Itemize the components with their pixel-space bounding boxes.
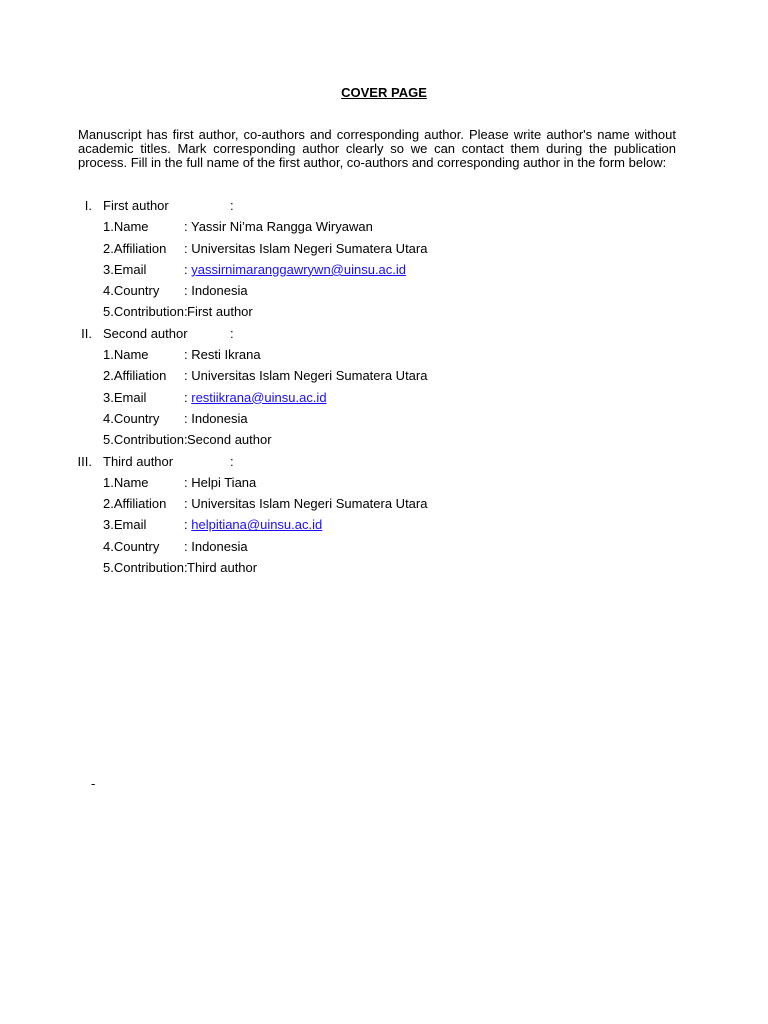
author-field-contribution [0,561,768,582]
field-label: 4.Country [103,538,160,554]
author-field-name [0,476,768,497]
field-value: : Universitas Islam Negeri Sumatera Utara [184,368,428,384]
field-value: : Indonesia [184,538,248,554]
field-value: : Universitas Islam Negeri Sumatera Utara [184,240,428,256]
field-label: 5.Contribution: [103,304,188,320]
section-numeral: I. [84,198,92,213]
field-label: 3.Email [103,261,147,277]
author-field-country [0,284,768,305]
author-section-heading [0,327,768,348]
field-label: 3.Email [103,389,147,405]
intro-paragraph: Manuscript has first author, co-authors and corresponding author. Please write author's name without academic titles. Mark corresponding author clearly so we can contact them during the publication process. Fill in the full name of the first author, co-authors and corresponding author in the form below: [78,127,676,170]
author-field-email [0,391,768,412]
author-section-heading [0,455,768,476]
email-link[interactable]: restiikrana@uinsu.ac.id [191,389,327,405]
field-label: 3.Email [103,517,147,533]
field-value: : Indonesia [184,283,248,299]
field-value: : Resti Ikrana [184,347,261,363]
page-title: COVER PAGE [341,85,427,100]
section-colon: : [230,325,234,341]
author-field-name [0,220,768,241]
section-numeral: II. [81,325,92,341]
author-field-country [0,540,768,561]
field-label: 4.Country [103,410,160,426]
field-label: 2.Affiliation [103,496,167,512]
field-label: 5.Contribution: [103,432,188,448]
field-value [184,263,406,277]
footer-mark: - [91,776,96,791]
author-field-email [0,263,768,284]
author-field-email [0,518,768,539]
field-value [184,518,322,532]
field-value: Second author [187,432,272,448]
section-label: Second author [103,325,188,341]
field-value: : Yassir Ni’ma Rangga Wiryawan [184,219,373,235]
field-value: Third author [187,560,258,576]
field-value: : Helpi Tiana [184,474,257,490]
section-numeral: III. [77,453,92,469]
field-label: 1.Name [103,474,149,490]
author-field-affiliation [0,369,768,390]
field-label: 4.Country [103,283,160,299]
field-label: 1.Name [103,219,149,235]
field-value [184,391,327,405]
section-colon: : [230,198,234,213]
email-link[interactable]: yassirnimaranggawrywn@uinsu.ac.id [191,261,407,277]
email-prefix: : [184,261,192,277]
field-value: First author [187,304,253,320]
field-label: 2.Affiliation [103,368,167,384]
email-link[interactable]: helpitiana@uinsu.ac.id [191,517,323,533]
field-label: 2.Affiliation [103,240,167,256]
author-field-country [0,412,768,433]
email-prefix: : [184,517,192,533]
field-value: : Indonesia [184,410,248,426]
author-field-affiliation [0,497,768,518]
author-field-affiliation [0,242,768,263]
section-label: Third author [103,453,174,469]
email-prefix: : [184,389,192,405]
author-field-name [0,348,768,369]
section-label: First author [103,198,169,213]
author-section-heading [0,199,768,220]
field-label: 1.Name [103,347,149,363]
field-value: : Universitas Islam Negeri Sumatera Utara [184,496,428,512]
field-label: 5.Contribution: [103,560,188,576]
author-field-contribution [0,433,768,454]
section-colon: : [230,453,234,469]
author-list [0,199,768,582]
author-field-contribution [0,305,768,326]
